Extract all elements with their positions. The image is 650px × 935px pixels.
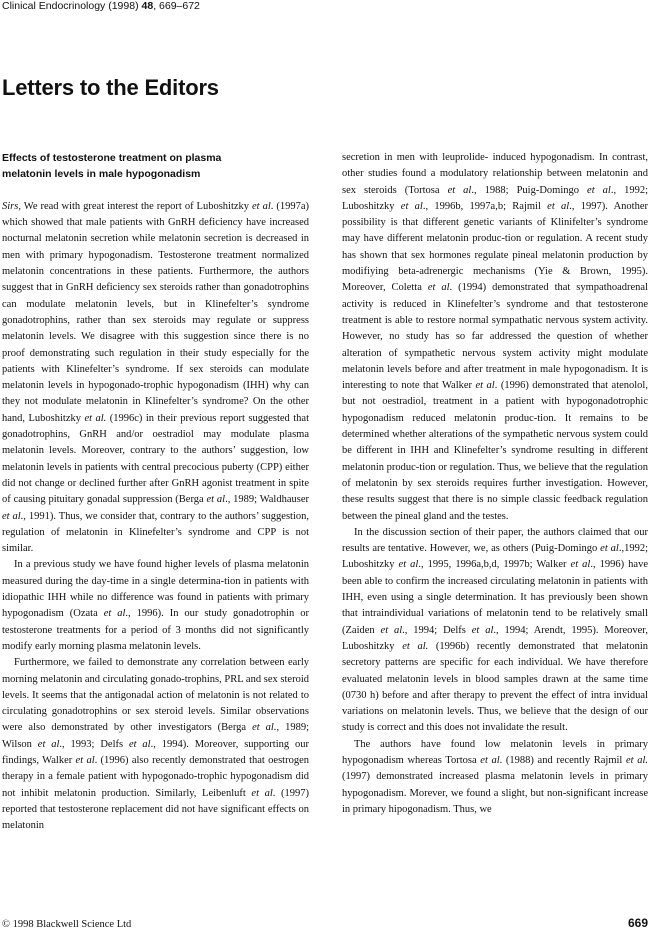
body-paragraph: In a previous study we have found higher levels of plasma melatonin measured during the day-time in a single determina-tion in patients with idiopathic IHH while no difference was found in patients with primary hypogonadism (Ozata et al., 1996). In our study gonadotrophin or testosterone treatments for a period of 3 months did not significantly modify early morning plasma melatonin levels. bbox=[2, 559, 309, 652]
body-paragraph: Furthermore, we failed to demonstrate any correlation between early morning melatonin and circulating gonado-trophins, PRL and sex steroid levels. It seems that the antigonadal action of melatonin is not related to circulating gonadotrophins or sex steroid levels. Similar observations were also demonstrated by other investigators (Berga et al., 1989; Wilson et al., 1993; Delfs et al., 1994). Moreover, supporting our findings, Walker et al. (1996) also recently demonstrated that oestrogen therapy in a female patient with hypogonado-trophic hypogonadism did not inhibit melatonin production. Similarly, Leibenluft et al. (1997) reported that testosterone replacement did not have significant effects on melatonin bbox=[2, 657, 310, 832]
running-head bbox=[2, 0, 200, 13]
salutation: Sirs, bbox=[2, 200, 21, 212]
right-column bbox=[342, 150, 648, 818]
journal-volume: 48 bbox=[141, 0, 154, 12]
page-number: 669 bbox=[627, 916, 648, 930]
journal-pages: , 669–672 bbox=[153, 0, 200, 12]
body-paragraph: The authors have found low melatonin levels in primary hypogonadism whereas Tortosa et al. (1988) and recently Rajmil et al. (1997) demonstrated increased plasma melatonin levels in primary hypogonadism. Morever, we found a slight, but non-significant increase in primary hipogonadism. Thus, we bbox=[342, 738, 648, 815]
section-title: Letters to the Editors bbox=[2, 75, 219, 100]
article-title-line-1: Effects of testosterone treatment on plasma bbox=[2, 152, 222, 164]
article-title bbox=[2, 150, 309, 183]
journal-name: Clinical Endocrinology (1998) bbox=[2, 0, 142, 12]
left-column bbox=[2, 150, 309, 834]
footer-copyright: © 1998 Blackwell Science Ltd bbox=[2, 919, 132, 930]
body-paragraph: Sirs, We read with great interest the report of Luboshitzky et al. (1997a) which showed that male patients with GnRH deficiency have increased nocturnal melatonin secretion while melatonin secretion is decreased in men with primary hypogonadism. Testosterone treatment normalized melatonin concentrations in these patients. Furthermore, the authors suggest that in GnRH deficiency sex steroids rather than gonadotrophins can modulate melatonin levels, but in Klinefelter’s syndrome gonadotrophins, rather than sex steroids may regulate or suppress melatonin levels. We disagree with this suggestion since there is no proof demonstrating such regulation in their study especially for the patients with Klinefelter’s syndrome. If sex steroids can modulate melatonin levels in hypogonado-trophic hypogonadism (IHH) why can they not modulate melatonin in Klinefelter’s syndrome? On the other hand, Luboshitzky et al. (1996c) in their previous report suggested that gonadotrophins, GnRH and/or oestradiol may modulate plasma melatonin levels. Moreover, contrary to the authors’ suggestion, low melatonin levels in patients with central precocious puberty (CPP) either did not change or declined further after GnRH agonist treatment in spite of causing pituitary gonadal suppression (Berga et al., 1989; Waldhauser et al., 1991). Thus, we consider that, contrary to the authors’ suggestion, regulation of melatonin in Klinefelter’s syndrome and CPP is not similar. bbox=[2, 200, 310, 555]
article-title-line-2: melatonin levels in male hypogonadism bbox=[2, 168, 201, 181]
body-paragraph: secretion in men with leuprolide- induced hypogonadism. In contrast, other studies found a modulatory relationship between melatonin and sex steroids (Tortosa et al., 1988; Puig-Domingo et al., 1992; Luboshitzky et al., 1996b, 1997a,b; Rajmil et al., 1997). Another possibility is that different genetic variants of Klinifelter’s syndrome may have different melatonin produc-tion or regulation. A recent study has shown that sex hormones regulate pineal melatonin production by modifiying beta-adrenergic mechanisms (Yie & Brown, 1995). Moreover, Coletta et al. (1994) demonstrated that sympathoadrenal activity is reduced in Klinefelter’s syndrome and that testosterone treatment is able to restore normal sympathatic nervous system activity. However, no study has so far addressed the question of whether alteration of sympathetic nervous system activity might modulate melatonin levels before and after treatment in male hypogonadism. It is interesting to note that Walker et al. (1996) demonstrated that atenolol, but not oestradiol, treatment in a patient with hypogonadotrophic hypogonadism reduced melatonin produc-tion. It remains to be determined whether alterations of the sympathetic nervous system could be different in IHH and Klinefelter’s syndrome resulting in different melatonin produc-tion or regulation. Thus, we believe that the regulation of melatonin by sex steroids requires further investigation. However, these results suggest that there is no simple classic feedback regulation between the pineal gland and the testes. bbox=[342, 152, 649, 522]
body-paragraph: In the discussion section of their paper, the authors claimed that our results are tentative. However, we, as others (Puig-Domingo et al.,1992; Luboshitzky et al., 1995, 1996a,b,d, 1997b; Walker et al., 1996) have been able to confirm the increased circulating melatonin in patients with IHH, even using a single determination. It has previously been shown that intraindividual variations of melatonin tend to be relatively small (Zaiden et al., 1994; Delfs et al., 1994; Arendt, 1995). Moreover, Luboshitzky et al. (1996b) recently demonstrated that melatonin secretory patterns are specific for each individual. We have therefore evaluated melatonin levels in blood samples drawn at the same time (0730 h) before and after therapy to prevent the effect of intra invidual variations on melatonin levels. Thus, we believe that the design of our study is correct and this does not invalidate the result. bbox=[342, 526, 649, 734]
